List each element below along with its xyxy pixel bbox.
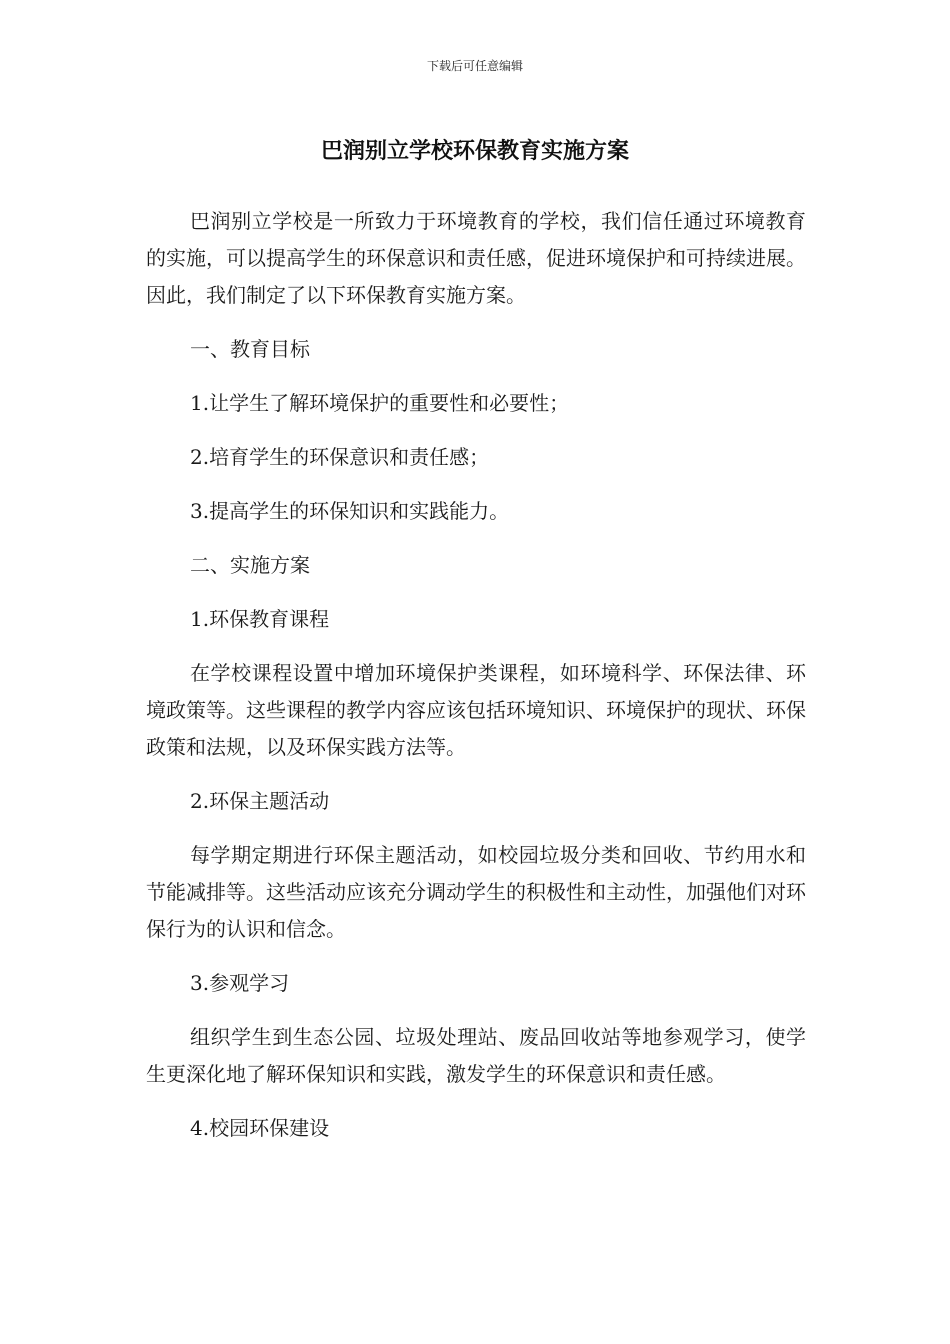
plan-item-text: 组织学生到生态公园、垃圾处理站、废品回收站等地参观学习，使学生更深化地了解环保知识和实践，激发学生的环保意识和责任感。 xyxy=(146,1025,806,1086)
section-heading-plan: 二、实施方案 xyxy=(190,553,310,577)
plan-item-heading: 1.环保教育课程 xyxy=(190,607,330,631)
document-body xyxy=(146,203,806,1164)
plan-item-heading: 2.环保主题活动 xyxy=(190,789,330,813)
section-heading-goals: 一、教育目标 xyxy=(190,337,310,361)
goal-item: 2.培育学生的环保意识和责任感； xyxy=(190,445,490,469)
plan-item-heading: 3.参观学习 xyxy=(190,971,290,995)
document-title: 巴润别立学校环保教育实施方案 xyxy=(320,139,629,164)
header-note: 下载后可任意编辑 xyxy=(426,59,523,73)
goal-item: 3.提高学生的环保知识和实践能力。 xyxy=(190,499,510,523)
goal-item: 1.让学生了解环境保护的重要性和必要性； xyxy=(190,391,570,415)
plan-item-text: 在学校课程设置中增加环境保护类课程，如环境科学、环保法律、环境政策等。这些课程的教学内容应该包括环境知识、环境保护的现状、环保政策和法规，以及环保实践方法等。 xyxy=(146,661,806,759)
plan-item-text: 每学期定期进行环保主题活动，如校园垃圾分类和回收、节约用水和节能减排等。这些活动应该充分调动学生的积极性和主动性，加强他们对环保行为的认识和信念。 xyxy=(146,843,806,941)
plan-item-heading: 4.校园环保建设 xyxy=(190,1116,330,1140)
intro-paragraph: 巴润别立学校是一所致力于环境教育的学校，我们信任通过环境教育的实施，可以提高学生的环保意识和责任感，促进环境保护和可持续进展。因此，我们制定了以下环保教育实施方案。 xyxy=(146,209,806,307)
